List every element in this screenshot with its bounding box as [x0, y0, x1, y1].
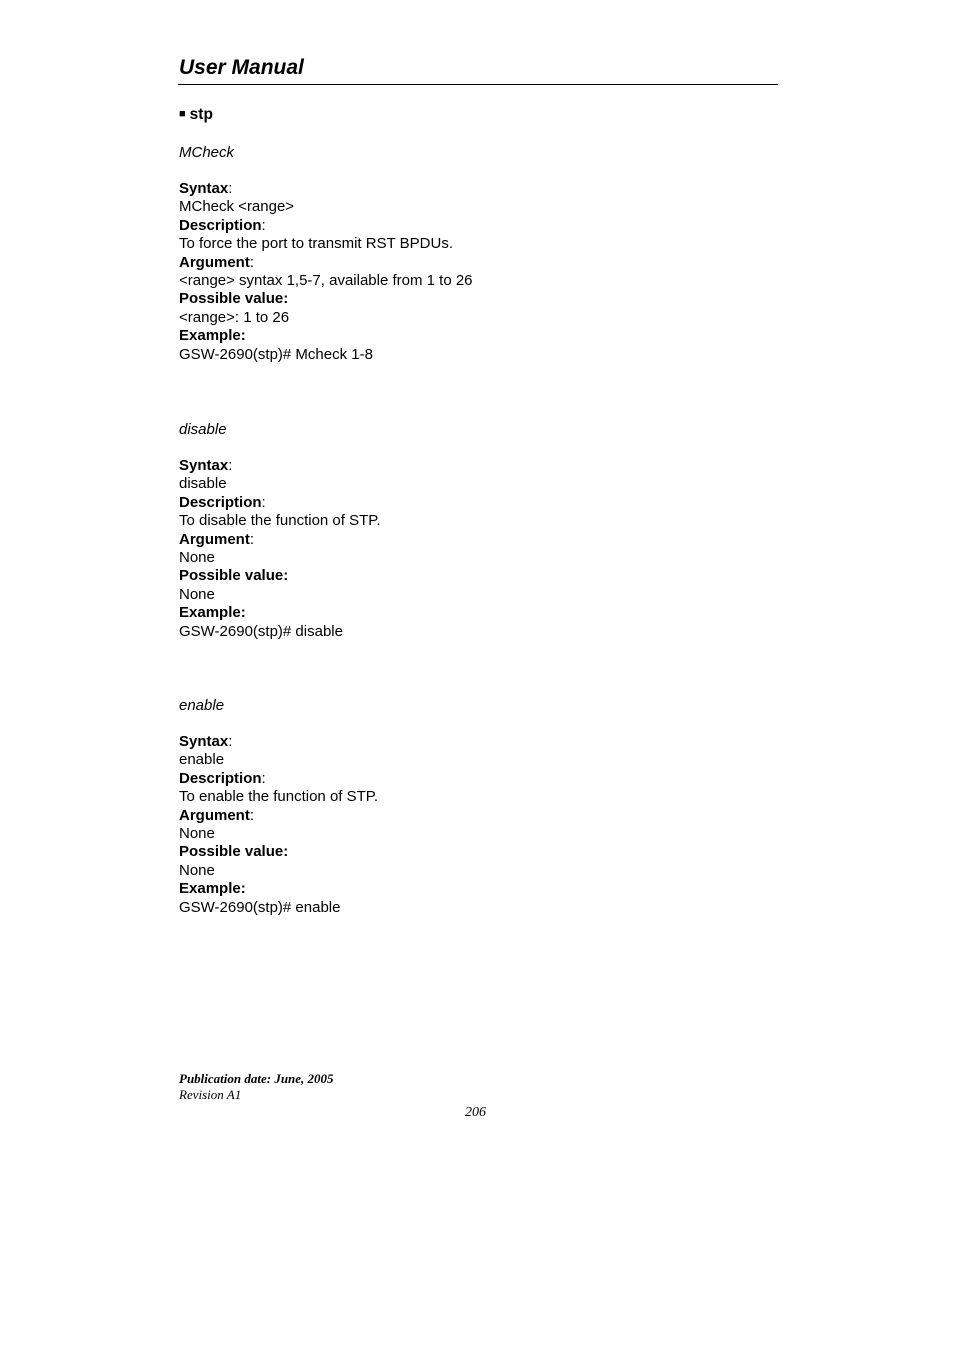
publication-date: Publication date: June, 2005	[179, 1071, 334, 1086]
description-label: Description	[179, 769, 262, 787]
example-label: Example:	[179, 880, 246, 898]
page-header-title: User Manual	[179, 56, 304, 79]
section-title: stp	[189, 106, 213, 123]
command-block-mcheck: MCheck Syntax: MCheck <range> Description: To force the port to transmit RST BPDUs. Argument: <range> syntax 1,5-7, available from 1 to 26 Possible value: <range>: 1 to 26 Example: GSW-2690(stp)# Mcheck 1-8	[179, 143, 739, 364]
section-heading	[179, 106, 213, 124]
argument-label: Argument	[179, 253, 250, 271]
argument-value: None	[179, 548, 215, 566]
argument-label: Argument	[179, 530, 250, 548]
argument-value: None	[179, 824, 215, 842]
syntax-value: MCheck <range>	[179, 198, 295, 216]
possible-value: None	[179, 585, 215, 603]
syntax-label: Syntax	[179, 457, 229, 474]
possible-value-label: Possible value:	[179, 290, 289, 308]
revision: Revision A1	[179, 1087, 242, 1102]
page-number: 206	[465, 1105, 486, 1120]
example-value: GSW-2690(stp)# enable	[179, 898, 341, 916]
description-value: To force the port to transmit RST BPDUs.	[179, 235, 453, 253]
syntax-label: Syntax	[179, 733, 229, 750]
argument-label: Argument	[179, 806, 250, 824]
example-label: Example:	[179, 327, 246, 345]
header-rule	[178, 84, 778, 85]
command-name: enable	[179, 697, 225, 714]
description-value: To disable the function of STP.	[179, 512, 381, 530]
syntax-value: enable	[179, 751, 225, 769]
square-bullet-icon: ■	[179, 108, 186, 120]
example-value: GSW-2690(stp)# Mcheck 1-8	[179, 345, 373, 363]
description-label: Description	[179, 493, 262, 511]
possible-value: None	[179, 861, 215, 879]
command-name: MCheck	[179, 144, 235, 161]
example-label: Example:	[179, 604, 246, 622]
syntax-label: Syntax	[179, 180, 229, 197]
argument-value: <range> syntax 1,5-7, available from 1 to 26	[179, 271, 473, 289]
possible-value-label: Possible value:	[179, 843, 289, 861]
example-value: GSW-2690(stp)# disable	[179, 622, 343, 640]
description-label: Description	[179, 216, 262, 234]
command-name: disable	[179, 421, 227, 438]
description-value: To enable the function of STP.	[179, 788, 379, 806]
command-block-enable: enable Syntax: enable Description: To enable the function of STP. Argument: None Possible value: None Example: GSW-2690(stp)# enable	[179, 696, 739, 917]
command-block-disable: disable Syntax: disable Description: To disable the function of STP. Argument: None Possible value: None Example: GSW-2690(stp)# disable	[179, 420, 739, 641]
syntax-value: disable	[179, 475, 227, 493]
possible-value: <range>: 1 to 26	[179, 308, 290, 326]
possible-value-label: Possible value:	[179, 567, 289, 585]
